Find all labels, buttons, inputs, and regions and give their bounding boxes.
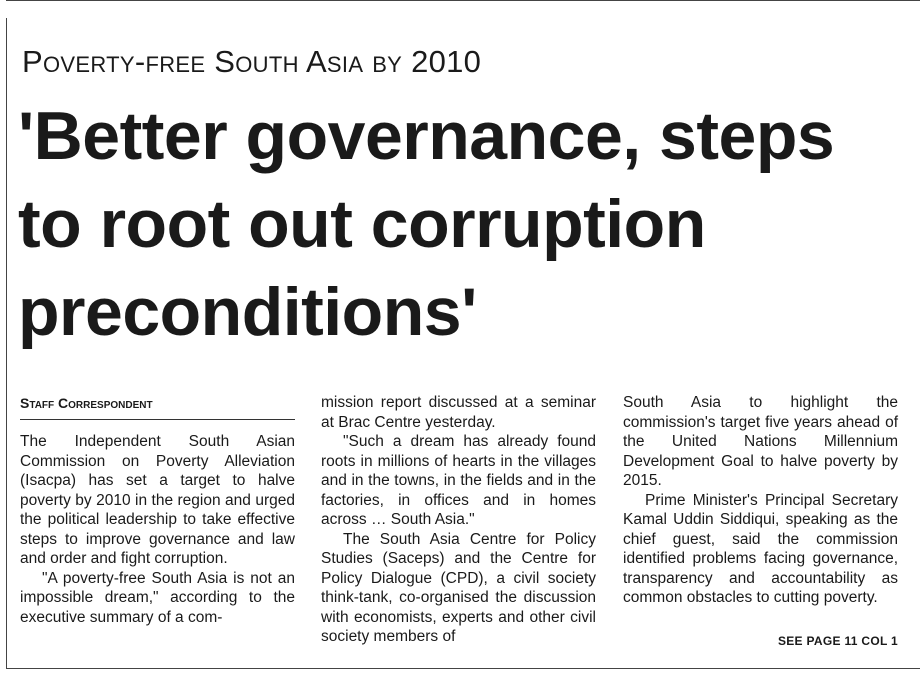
article-column-2 (321, 393, 596, 647)
paragraph: The Independent South Asian Commission on Poverty Alleviation (Isacpa) has set a target to halve poverty by 2010 in the region and urged the political leadership to take effective steps to improve governance and law and order and fight corruption. (20, 433, 295, 567)
top-border (6, 0, 920, 1)
byline: Staff Correspondent (20, 393, 295, 420)
paragraph: The South Asia Centre for Policy Studies (Saceps) and the Centre for Policy Dialogue (CPD), a civil society think-tank, co-organised the discussion with economists, experts and other civil society members of (321, 530, 596, 645)
paragraph: mission report discussed at a seminar at Brac Centre yesterday. (321, 394, 596, 431)
paragraph: South Asia to highlight the commission's target five years ahead of the United Nations Millennium Development Goal to halve poverty by 2015. (623, 394, 898, 489)
article-column-3 (623, 393, 898, 608)
paragraph: "A poverty-free South Asia is not an impossible dream," according to the executive summary of a com- (20, 569, 295, 626)
left-border (6, 18, 7, 668)
continued-jump-line: SEE PAGE 11 COL 1 (777, 634, 898, 648)
paragraph: "Such a dream has already found roots in millions of hearts in the villages and in the towns, in the fields and in the factories, in offices and in homes across … South Asia." (321, 433, 596, 528)
main-headline: 'Better governance, steps to root out corruption preconditions' (18, 98, 835, 350)
article-column-1 (20, 393, 295, 627)
bottom-border (6, 668, 920, 669)
kicker-headline: Poverty-free South Asia by 2010 (22, 44, 482, 79)
paragraph: Prime Minister's Principal Secretary Kamal Uddin Siddiqui, speaking as the chief guest, said the commission identified problems facing governance, transparency and accountability as common obstacles to cutting poverty. (623, 491, 898, 606)
